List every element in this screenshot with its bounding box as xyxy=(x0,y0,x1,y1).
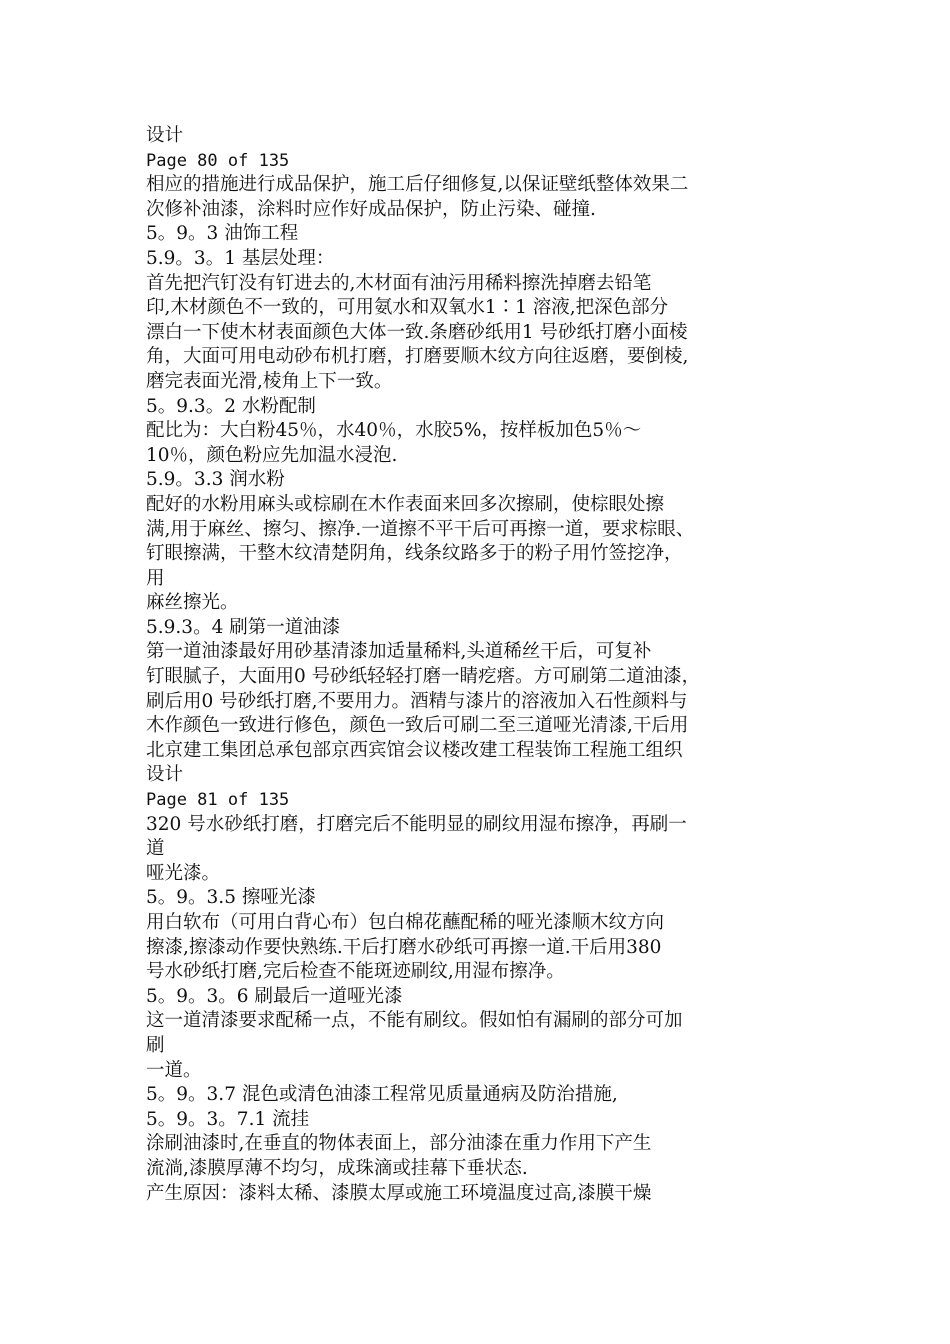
page-number: Page 80 of 135 xyxy=(146,150,290,171)
document-page xyxy=(146,124,866,1206)
text-line: 设计 xyxy=(146,125,184,146)
text-line: 角，大面可用电动砂布机打磨，打磨要顺木纹方向往返磨，要倒棱, xyxy=(146,346,689,368)
text-line: 320 号水砂纸打磨，打磨完后不能明显的刷纹用湿布擦净，再刷一 xyxy=(146,813,687,835)
running-header: 北京建工集团总承包部京西宾馆会议楼改建工程装饰工程施工组织 xyxy=(146,739,683,761)
section-heading: 5。9。3。7.1 流挂 xyxy=(146,1108,310,1130)
text-line: 相应的措施进行成品保护，施工后仔细修复,以保证壁纸整体效果二 xyxy=(146,174,689,196)
text-line: 木作颜色一致进行修色，颜色一致后可刷二至三道哑光清漆,干后用 xyxy=(146,715,689,737)
text-line: 道 xyxy=(146,838,165,860)
text-line: 麻丝擦光。 xyxy=(146,592,239,614)
text-line: 配好的水粉用麻头或棕刷在木作表面来回多次擦刷，使棕眼处擦 xyxy=(146,493,665,515)
text-line: 10％，颜色粉应先加温水浸泡. xyxy=(146,444,398,466)
text-line: 首先把汽钉没有钉进去的,木材面有油污用稀料擦洗掉磨去铅笔 xyxy=(146,272,652,294)
text-line: 刷 xyxy=(146,1034,165,1056)
section-heading: 5。9。3.5 擦哑光漆 xyxy=(146,887,316,909)
text-line: 一道。 xyxy=(146,1059,202,1081)
section-heading: 5.9。3.3 润水粉 xyxy=(146,469,285,491)
text-line: 号水砂纸打磨,完后检查不能斑迹刷纹,用湿布擦净。 xyxy=(146,961,565,983)
text-line: 哑光漆。 xyxy=(146,862,221,884)
text-line: 印,木材颜色不一致的，可用氨水和双氧水1∶1 溶液,把深色部分 xyxy=(146,297,669,319)
section-heading: 5.9.3。4 刷第一道油漆 xyxy=(146,616,341,638)
section-heading: 5.9。3。1 基层处理： xyxy=(146,247,335,269)
page-number: Page 81 of 135 xyxy=(146,790,290,811)
section-heading: 5。9。3。6 刷最后一道哑光漆 xyxy=(146,985,403,1007)
text-line: 产生原因：漆料太稀、漆膜太厚或施工环境温度过高,漆膜干燥 xyxy=(146,1182,652,1204)
text-line: 这一道清漆要求配稀一点，不能有刷纹。假如怕有漏刷的部分可加 xyxy=(146,1010,683,1032)
text-line: 漂白一下使木材表面颜色大体一致.条磨砂纸用1 号砂纸打磨小面棱 xyxy=(146,321,688,343)
text-line: 钉眼腻子，大面用0 号砂纸轻轻打磨一睛疙瘩。方可刷第二道油漆， xyxy=(146,666,701,688)
text-line: 配比为：大白粉45％，水40％，水胶5%，按样板加色5％～ xyxy=(146,420,642,442)
text-line: 次修补油漆，涂料时应作好成品保护，防止污染、碰撞. xyxy=(146,198,596,220)
text-line: 用 xyxy=(146,567,165,589)
text-line: 擦漆,擦漆动作要快熟练.干后打磨水砂纸可再擦一道.干后用380 xyxy=(146,936,662,958)
text-line: 磨完表面光滑,棱角上下一致。 xyxy=(146,370,393,392)
text-line: 涂刷油漆时,在垂直的物体表面上，部分油漆在重力作用下产生 xyxy=(146,1133,652,1155)
text-line: 用白软布（可用白背心布）包白棉花蘸配稀的哑光漆顺木纹方向 xyxy=(146,912,665,933)
section-heading: 5。9.3。2 水粉配制 xyxy=(146,395,316,417)
section-heading: 5。9。3 油饰工程 xyxy=(146,223,299,245)
text-line: 刷后用0 号砂纸打磨,不要用力。酒精与漆片的溶液加入石性颜料与 xyxy=(146,690,688,712)
text-line: 钉眼擦满，干整木纹清楚阴角，线条纹路多于的粉子用竹签挖净， xyxy=(146,543,683,565)
text-line: 满,用于麻丝、擦匀、擦净.一道擦不平干后可再擦一道，要求棕眼、 xyxy=(146,518,695,540)
text-line: 第一道油漆最好用砂基清漆加适量稀料,头道稀丝干后，可复补 xyxy=(146,641,652,663)
text-line: 流淌,漆膜厚薄不均匀，成珠滴或挂幕下垂状态. xyxy=(146,1157,528,1179)
section-heading: 5。9。3.7 混色或清色油漆工程常见质量通病及防治措施, xyxy=(146,1084,618,1106)
running-header: 设计 xyxy=(146,764,184,786)
